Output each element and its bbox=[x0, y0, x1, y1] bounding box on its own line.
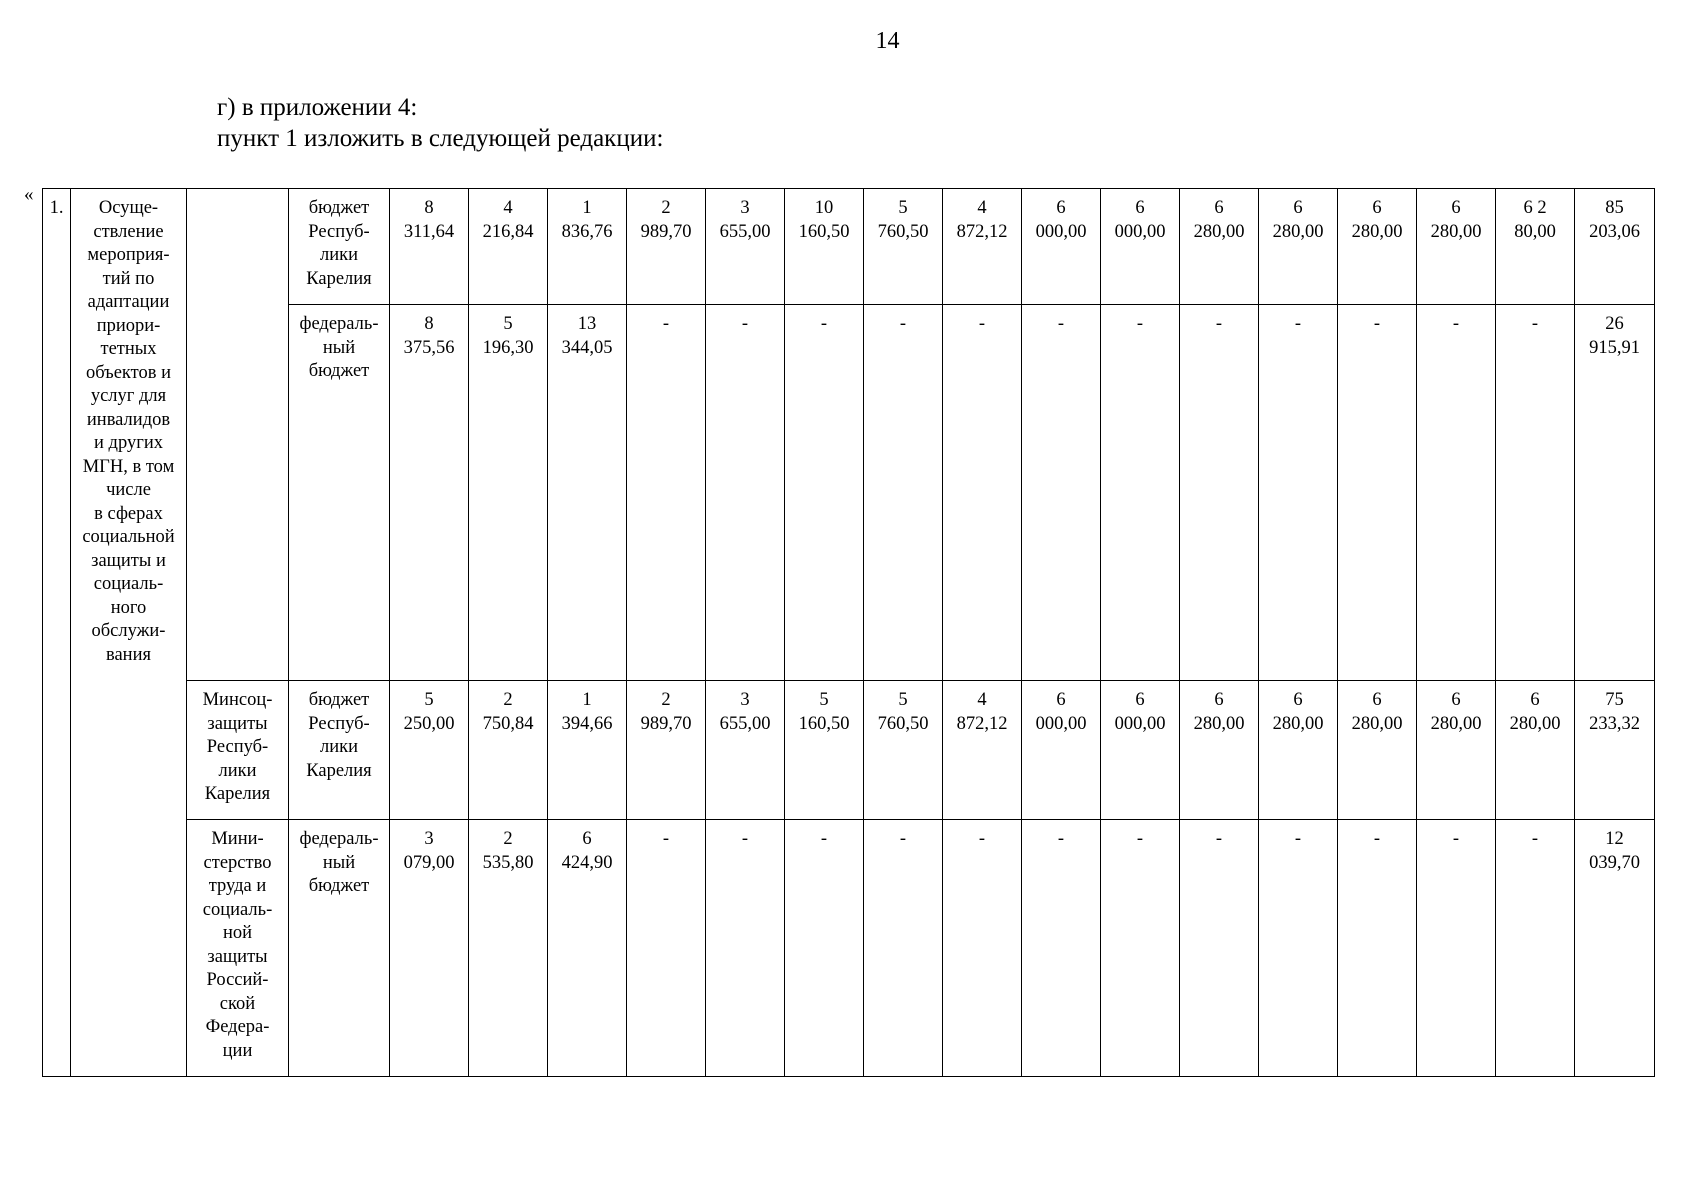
total-cell bbox=[1575, 189, 1655, 305]
value-cell bbox=[548, 305, 627, 681]
value-cell bbox=[864, 305, 943, 681]
value-cell bbox=[1496, 189, 1575, 305]
cell-line: - bbox=[741, 829, 749, 849]
value-cell bbox=[469, 189, 548, 305]
cell-line: 5 bbox=[898, 198, 908, 218]
cell-line: - bbox=[662, 829, 670, 849]
cell-line: МГН, в том bbox=[82, 456, 175, 477]
cell-line: инвалидов bbox=[86, 409, 171, 430]
cell-line: Россий- bbox=[206, 970, 269, 990]
executor-cell bbox=[187, 820, 289, 1077]
page-number: 14 bbox=[875, 28, 900, 54]
value-cell bbox=[1417, 305, 1496, 681]
cell-line: 989,70 bbox=[640, 713, 692, 734]
value-cell bbox=[785, 189, 864, 305]
table-row bbox=[43, 820, 1655, 1077]
value-cell bbox=[943, 189, 1022, 305]
cell-line: вания bbox=[105, 644, 151, 665]
value-cell bbox=[785, 305, 864, 681]
table-row bbox=[43, 681, 1655, 820]
cell-line: защиты bbox=[207, 946, 268, 967]
value-cell bbox=[785, 681, 864, 820]
cell-line: 280,00 bbox=[1193, 713, 1245, 734]
cell-line: обслужи- bbox=[91, 621, 166, 641]
cell-line: 915,91 bbox=[1589, 337, 1640, 358]
cell-line: 26 bbox=[1605, 314, 1624, 334]
cell-line: 750,84 bbox=[482, 713, 534, 734]
cell-line: 1 bbox=[582, 690, 592, 710]
cell-line: - bbox=[1136, 829, 1144, 849]
value-cell bbox=[1338, 305, 1417, 681]
funding-source bbox=[289, 820, 390, 1077]
value-cell bbox=[1180, 189, 1259, 305]
cell-line: объектов и bbox=[85, 362, 172, 383]
cell-line: ской bbox=[219, 993, 256, 1014]
value-cell bbox=[706, 681, 785, 820]
value-cell bbox=[943, 681, 1022, 820]
cell-line: 280,00 bbox=[1193, 221, 1245, 242]
cell-line: 375,56 bbox=[403, 337, 455, 358]
cell-line: 6 bbox=[1135, 690, 1145, 710]
value-cell bbox=[864, 820, 943, 1077]
value-cell bbox=[390, 681, 469, 820]
cell-line: 280,00 bbox=[1430, 713, 1482, 734]
value-cell bbox=[1180, 820, 1259, 1077]
cell-line: 6 bbox=[1530, 690, 1540, 710]
program-table bbox=[42, 188, 1655, 1077]
value-cell bbox=[1259, 820, 1338, 1077]
value-cell bbox=[1101, 305, 1180, 681]
cell-line: 5 bbox=[898, 690, 908, 710]
cell-line: 2 bbox=[661, 690, 671, 710]
value-cell bbox=[1180, 681, 1259, 820]
value-cell bbox=[1259, 305, 1338, 681]
value-cell bbox=[1259, 189, 1338, 305]
cell-line: - bbox=[1373, 314, 1381, 334]
value-cell bbox=[1259, 681, 1338, 820]
value-cell bbox=[390, 189, 469, 305]
cell-line: - bbox=[820, 314, 828, 334]
cell-line: - bbox=[1373, 829, 1381, 849]
cell-line: - bbox=[662, 314, 670, 334]
cell-line: ной bbox=[222, 923, 253, 943]
value-cell bbox=[1022, 820, 1101, 1077]
cell-line: - bbox=[1531, 829, 1539, 849]
value-cell bbox=[469, 820, 548, 1077]
cell-line: бюджет bbox=[308, 690, 370, 710]
executor-cell bbox=[187, 189, 289, 681]
cell-line: 760,50 bbox=[877, 221, 929, 242]
value-cell bbox=[1496, 820, 1575, 1077]
cell-line: 6 bbox=[1214, 690, 1224, 710]
table-row bbox=[43, 189, 1655, 305]
cell-line: 6 bbox=[1056, 690, 1066, 710]
executor-cell bbox=[187, 681, 289, 820]
cell-line: - bbox=[899, 314, 907, 334]
cell-line: защиты и bbox=[91, 550, 166, 571]
total-cell bbox=[1575, 305, 1655, 681]
cell-line: 4 bbox=[503, 198, 513, 218]
cell-line: Респуб- bbox=[308, 713, 370, 734]
value-cell bbox=[943, 820, 1022, 1077]
value-cell bbox=[627, 305, 706, 681]
cell-line: 280,00 bbox=[1430, 221, 1482, 242]
cell-line: 8 bbox=[424, 198, 434, 218]
cell-line: 000,00 bbox=[1114, 221, 1166, 242]
cell-line: 80,00 bbox=[1514, 221, 1556, 242]
cell-line: 280,00 bbox=[1351, 221, 1403, 242]
funding-source bbox=[289, 189, 390, 305]
cell-line: 196,30 bbox=[482, 337, 534, 358]
cell-line: 8 bbox=[424, 314, 434, 334]
value-cell bbox=[390, 820, 469, 1077]
cell-line: 6 bbox=[1372, 690, 1382, 710]
cell-line: 10 bbox=[814, 198, 834, 218]
cell-line: - bbox=[1452, 314, 1460, 334]
item-number: 1. bbox=[43, 189, 71, 1077]
cell-line: 000,00 bbox=[1035, 713, 1087, 734]
cell-line: 872,12 bbox=[956, 221, 1008, 242]
cell-line: социаль- bbox=[93, 574, 164, 594]
cell-line: - bbox=[1136, 314, 1144, 334]
value-cell bbox=[1022, 189, 1101, 305]
cell-line: 85 bbox=[1605, 198, 1624, 218]
cell-line: ции bbox=[222, 1040, 253, 1061]
cell-line: - bbox=[1294, 829, 1302, 849]
cell-line: - bbox=[1057, 314, 1065, 334]
value-cell bbox=[469, 305, 548, 681]
cell-line: 424,90 bbox=[561, 852, 613, 873]
value-cell bbox=[1338, 681, 1417, 820]
cell-line: 3 bbox=[424, 829, 434, 849]
opening-quote: « bbox=[24, 184, 34, 205]
cell-line: 216,84 bbox=[482, 221, 534, 242]
cell-line: 344,05 bbox=[561, 337, 613, 358]
cell-line: 160,50 bbox=[798, 221, 850, 242]
value-cell bbox=[1417, 820, 1496, 1077]
cell-line: - bbox=[1215, 314, 1223, 334]
cell-line: 5 bbox=[819, 690, 829, 710]
cell-line: мероприя- bbox=[87, 245, 170, 265]
value-cell bbox=[1417, 681, 1496, 820]
cell-line: 13 bbox=[577, 314, 597, 334]
cell-line: 311,64 bbox=[403, 221, 455, 242]
cell-line: федераль- bbox=[299, 829, 379, 849]
cell-line: 6 bbox=[1214, 198, 1224, 218]
cell-line: 160,50 bbox=[798, 713, 850, 734]
cell-line: 2 bbox=[661, 198, 671, 218]
value-cell bbox=[627, 681, 706, 820]
cell-line: тий по bbox=[102, 268, 155, 289]
cell-line: Осуще- bbox=[98, 198, 159, 218]
value-cell bbox=[706, 305, 785, 681]
value-cell bbox=[1338, 820, 1417, 1077]
cell-line: защиты bbox=[207, 713, 268, 734]
cell-line: Федера- bbox=[205, 1017, 270, 1037]
cell-line: в сферах bbox=[94, 503, 163, 524]
cell-line: 12 bbox=[1605, 829, 1624, 849]
intro-text bbox=[217, 92, 663, 154]
cell-line: 250,00 bbox=[403, 713, 455, 734]
cell-line: - bbox=[1294, 314, 1302, 334]
cell-line: 6 bbox=[1451, 690, 1461, 710]
value-cell bbox=[864, 189, 943, 305]
cell-line: стерство bbox=[203, 852, 272, 873]
cell-line: и других bbox=[94, 433, 163, 453]
cell-line: Карелия bbox=[306, 760, 372, 781]
cell-line: 203,06 bbox=[1589, 221, 1640, 242]
funding-source bbox=[289, 305, 390, 681]
cell-line: 280,00 bbox=[1351, 713, 1403, 734]
value-cell bbox=[706, 820, 785, 1077]
cell-line: - bbox=[820, 829, 828, 849]
cell-line: бюджет bbox=[308, 876, 370, 896]
cell-line: Респуб- bbox=[206, 737, 269, 757]
cell-line: 872,12 bbox=[956, 713, 1008, 734]
cell-line: - bbox=[978, 829, 986, 849]
cell-line: федераль- bbox=[299, 314, 379, 334]
cell-line: - bbox=[899, 829, 907, 849]
cell-line: числе bbox=[106, 480, 151, 500]
cell-line: 4 bbox=[977, 690, 987, 710]
value-cell bbox=[390, 305, 469, 681]
cell-line: 6 bbox=[1372, 198, 1382, 218]
value-cell bbox=[1417, 189, 1496, 305]
cell-line: 3 bbox=[740, 690, 750, 710]
value-cell bbox=[1180, 305, 1259, 681]
cell-line: ствление bbox=[93, 221, 164, 242]
value-cell bbox=[864, 681, 943, 820]
value-cell bbox=[1496, 681, 1575, 820]
cell-line: бюджет bbox=[308, 198, 370, 218]
total-cell bbox=[1575, 681, 1655, 820]
cell-line: 836,76 bbox=[561, 221, 613, 242]
cell-line: 535,80 bbox=[482, 852, 534, 873]
cell-line: 4 bbox=[977, 198, 987, 218]
cell-line: 6 bbox=[1135, 198, 1145, 218]
cell-line: труда и bbox=[208, 876, 267, 896]
cell-line: 3 bbox=[740, 198, 750, 218]
cell-line: 2 bbox=[503, 690, 513, 710]
value-cell bbox=[627, 820, 706, 1077]
cell-line: 6 bbox=[1056, 198, 1066, 218]
cell-line: 280,00 bbox=[1509, 713, 1561, 734]
cell-line: - bbox=[1057, 829, 1065, 849]
value-cell bbox=[1022, 305, 1101, 681]
value-cell bbox=[1101, 189, 1180, 305]
cell-line: - bbox=[741, 314, 749, 334]
cell-line: - bbox=[1215, 829, 1223, 849]
cell-line: 1 bbox=[582, 198, 592, 218]
cell-line: социаль- bbox=[202, 899, 273, 920]
cell-line: ный bbox=[322, 852, 356, 873]
value-cell bbox=[785, 820, 864, 1077]
cell-line: 6 bbox=[1451, 198, 1461, 218]
cell-line: приори- bbox=[96, 315, 161, 336]
cell-line: услуг для bbox=[90, 386, 167, 406]
cell-line: ный bbox=[322, 337, 356, 358]
cell-line: адаптации bbox=[87, 292, 170, 312]
cell-line: 760,50 bbox=[877, 713, 929, 734]
intro-line-1: г) в приложении 4: bbox=[217, 94, 418, 121]
value-cell bbox=[1496, 305, 1575, 681]
cell-line: 233,32 bbox=[1589, 713, 1640, 734]
cell-line: социальной bbox=[82, 527, 175, 547]
value-cell bbox=[706, 189, 785, 305]
cell-line: лики bbox=[218, 760, 257, 781]
cell-line: лики bbox=[319, 245, 359, 265]
cell-line: Карелия bbox=[306, 268, 372, 289]
cell-line: - bbox=[1531, 314, 1539, 334]
value-cell bbox=[469, 681, 548, 820]
cell-line: 989,70 bbox=[640, 221, 692, 242]
cell-line: 079,00 bbox=[403, 852, 455, 873]
value-cell bbox=[548, 681, 627, 820]
cell-line: 6 bbox=[1293, 690, 1303, 710]
cell-line: бюджет bbox=[308, 361, 370, 381]
cell-line: Минсоц- bbox=[202, 690, 273, 710]
value-cell bbox=[1338, 189, 1417, 305]
value-cell bbox=[1101, 681, 1180, 820]
value-cell bbox=[627, 189, 706, 305]
cell-line: 6 bbox=[582, 829, 592, 849]
cell-line: 655,00 bbox=[719, 713, 771, 734]
cell-line: 655,00 bbox=[719, 221, 771, 242]
cell-line: 000,00 bbox=[1035, 221, 1087, 242]
event-name bbox=[71, 189, 187, 1077]
value-cell bbox=[943, 305, 1022, 681]
funding-source bbox=[289, 681, 390, 820]
value-cell bbox=[548, 189, 627, 305]
cell-line: Респуб- bbox=[308, 221, 370, 242]
cell-line: лики bbox=[319, 737, 359, 757]
cell-line: Карелия bbox=[204, 784, 271, 804]
cell-line: - bbox=[978, 314, 986, 334]
cell-line: 000,00 bbox=[1114, 713, 1166, 734]
cell-line: 75 bbox=[1605, 690, 1624, 710]
cell-line: 394,66 bbox=[561, 713, 613, 734]
cell-line: 280,00 bbox=[1272, 221, 1324, 242]
cell-line: Мини- bbox=[211, 829, 264, 849]
cell-line: 6 bbox=[1293, 198, 1303, 218]
cell-line: ного bbox=[110, 597, 147, 618]
intro-line-2: пункт 1 изложить в следующей редакции: bbox=[217, 125, 664, 152]
cell-line: 039,70 bbox=[1589, 852, 1640, 873]
cell-line: тетных bbox=[100, 339, 157, 359]
cell-line: 2 bbox=[503, 829, 513, 849]
cell-line: 6 2 bbox=[1523, 198, 1547, 218]
value-cell bbox=[1022, 681, 1101, 820]
cell-line: 5 bbox=[424, 690, 434, 710]
cell-line: 5 bbox=[503, 314, 513, 334]
total-cell bbox=[1575, 820, 1655, 1077]
value-cell bbox=[548, 820, 627, 1077]
cell-line: 280,00 bbox=[1272, 713, 1324, 734]
cell-line: - bbox=[1452, 829, 1460, 849]
value-cell bbox=[1101, 820, 1180, 1077]
